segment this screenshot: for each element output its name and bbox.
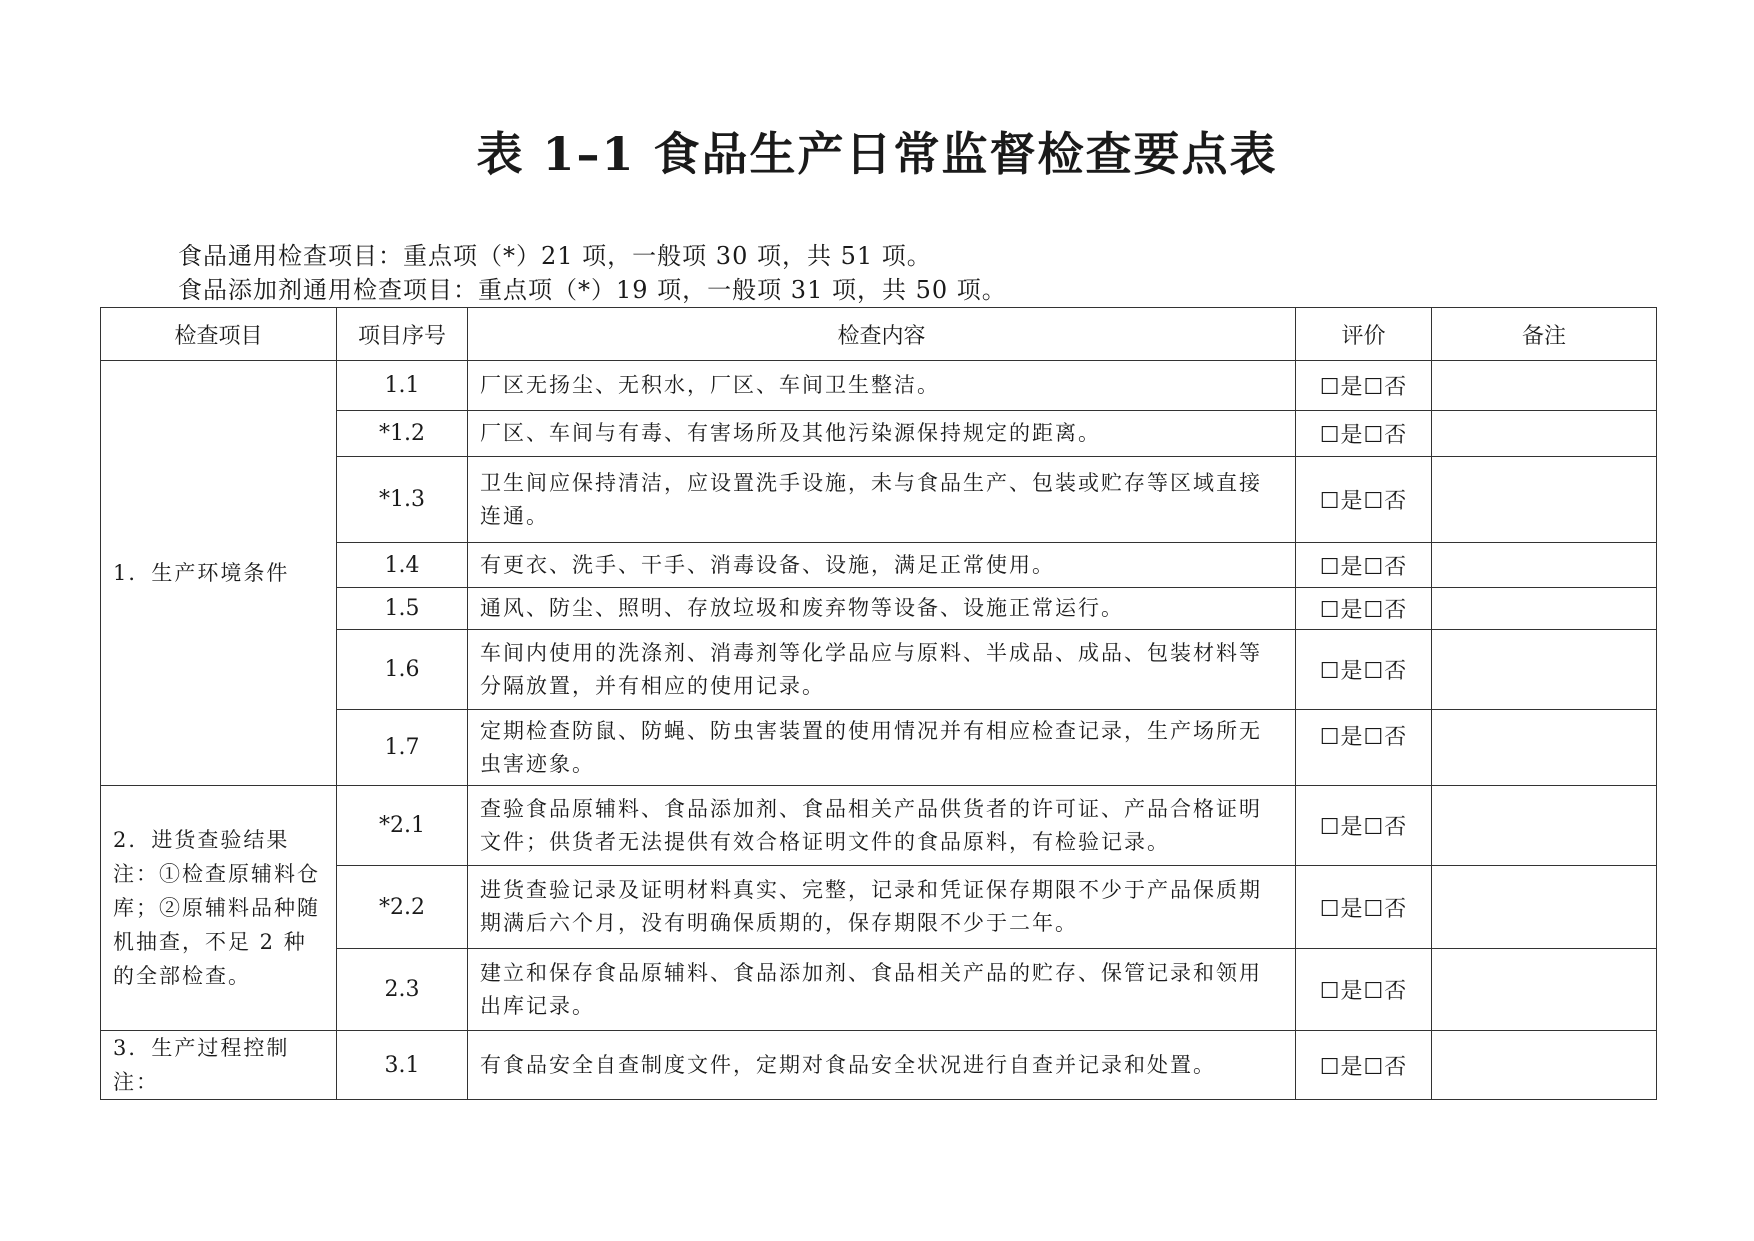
table-header-row: [101, 308, 1657, 361]
evaluation-checkboxes[interactable]: ☐是☐否: [1296, 630, 1432, 710]
remark-cell[interactable]: [1432, 1031, 1657, 1100]
item-number: *1.2: [337, 411, 468, 457]
item-content: 厂区、车间与有毒、有害场所及其他污染源保持规定的距离。: [468, 411, 1296, 457]
header-content: 检查内容: [468, 308, 1296, 361]
page-title: 表 1–1 食品生产日常监督检查要点表: [476, 127, 1278, 181]
item-content: 建立和保存食品原辅料、食品添加剂、食品相关产品的贮存、保管记录和领用出库记录。: [468, 949, 1296, 1031]
evaluation-checkboxes[interactable]: ☐是☐否: [1296, 457, 1432, 543]
remark-cell[interactable]: [1432, 411, 1657, 457]
item-content: 进货查验记录及证明材料真实、完整，记录和凭证保存期限不少于产品保质期期满后六个月，没有明确保质期的，保存期限不少于二年。: [468, 866, 1296, 949]
item-number: 1.1: [337, 361, 468, 411]
item-number: 2.3: [337, 949, 468, 1031]
remark-cell[interactable]: [1432, 710, 1657, 786]
table-row: [101, 786, 1657, 866]
item-number: 1.6: [337, 630, 468, 710]
remark-cell[interactable]: [1432, 457, 1657, 543]
evaluation-checkboxes[interactable]: ☐是☐否: [1296, 1031, 1432, 1100]
item-content: 有更衣、洗手、干手、消毒设备、设施，满足正常使用。: [468, 543, 1296, 588]
remark-cell[interactable]: [1432, 786, 1657, 866]
item-number: *2.2: [337, 866, 468, 949]
evaluation-checkboxes[interactable]: ☐是☐否: [1296, 949, 1432, 1031]
header-remark: 备注: [1432, 308, 1657, 361]
item-number: 3.1: [337, 1031, 468, 1100]
item-number: *1.3: [337, 457, 468, 543]
table-row: [101, 1031, 1657, 1100]
item-content: 厂区无扬尘、无积水，厂区、车间卫生整洁。: [468, 361, 1296, 411]
item-content: 查验食品原辅料、食品添加剂、食品相关产品供货者的许可证、产品合格证明文件；供货者无法提供有效合格证明文件的食品原料，有检验记录。: [468, 786, 1296, 866]
category-cell: 1．生产环境条件: [101, 361, 337, 786]
summary-additive: 食品添加剂通用检查项目：重点项（*）19 项，一般项 31 项，共 50 项。: [178, 276, 1007, 304]
inspection-table: [100, 307, 1657, 1100]
header-category: 检查项目: [101, 308, 337, 361]
item-content: 有食品安全自查制度文件，定期对食品安全状况进行自查并记录和处置。: [468, 1031, 1296, 1100]
summary-food: 食品通用检查项目：重点项（*）21 项，一般项 30 项，共 51 项。: [178, 242, 932, 270]
evaluation-checkboxes[interactable]: ☐是☐否: [1296, 361, 1432, 411]
remark-cell[interactable]: [1432, 543, 1657, 588]
item-content: 卫生间应保持清洁，应设置洗手设施，未与食品生产、包装或贮存等区域直接连通。: [468, 457, 1296, 543]
item-number: *2.1: [337, 786, 468, 866]
header-number: 项目序号: [337, 308, 468, 361]
remark-cell[interactable]: [1432, 588, 1657, 630]
category-cell: 3．生产过程控制注：: [101, 1031, 337, 1100]
item-number: 1.5: [337, 588, 468, 630]
evaluation-checkboxes[interactable]: ☐是☐否: [1296, 543, 1432, 588]
header-evaluation: 评价: [1296, 308, 1432, 361]
remark-cell[interactable]: [1432, 949, 1657, 1031]
evaluation-checkboxes[interactable]: ☐是☐否: [1296, 588, 1432, 630]
item-content: 通风、防尘、照明、存放垃圾和废弃物等设备、设施正常运行。: [468, 588, 1296, 630]
evaluation-checkboxes[interactable]: ☐是☐否: [1296, 710, 1432, 786]
category-cell: 2．进货查验结果注：①检查原辅料仓库；②原辅料品种随机抽查，不足 2 种的全部检查。: [101, 786, 337, 1031]
item-number: 1.7: [337, 710, 468, 786]
remark-cell[interactable]: [1432, 361, 1657, 411]
remark-cell[interactable]: [1432, 630, 1657, 710]
evaluation-checkboxes[interactable]: ☐是☐否: [1296, 786, 1432, 866]
item-number: 1.4: [337, 543, 468, 588]
evaluation-checkboxes[interactable]: ☐是☐否: [1296, 866, 1432, 949]
remark-cell[interactable]: [1432, 866, 1657, 949]
table-row: [101, 361, 1657, 411]
evaluation-checkboxes[interactable]: ☐是☐否: [1296, 411, 1432, 457]
item-content: 定期检查防鼠、防蝇、防虫害装置的使用情况并有相应检查记录，生产场所无虫害迹象。: [468, 710, 1296, 786]
item-content: 车间内使用的洗涤剂、消毒剂等化学品应与原料、半成品、成品、包装材料等分隔放置，并有相应的使用记录。: [468, 630, 1296, 710]
